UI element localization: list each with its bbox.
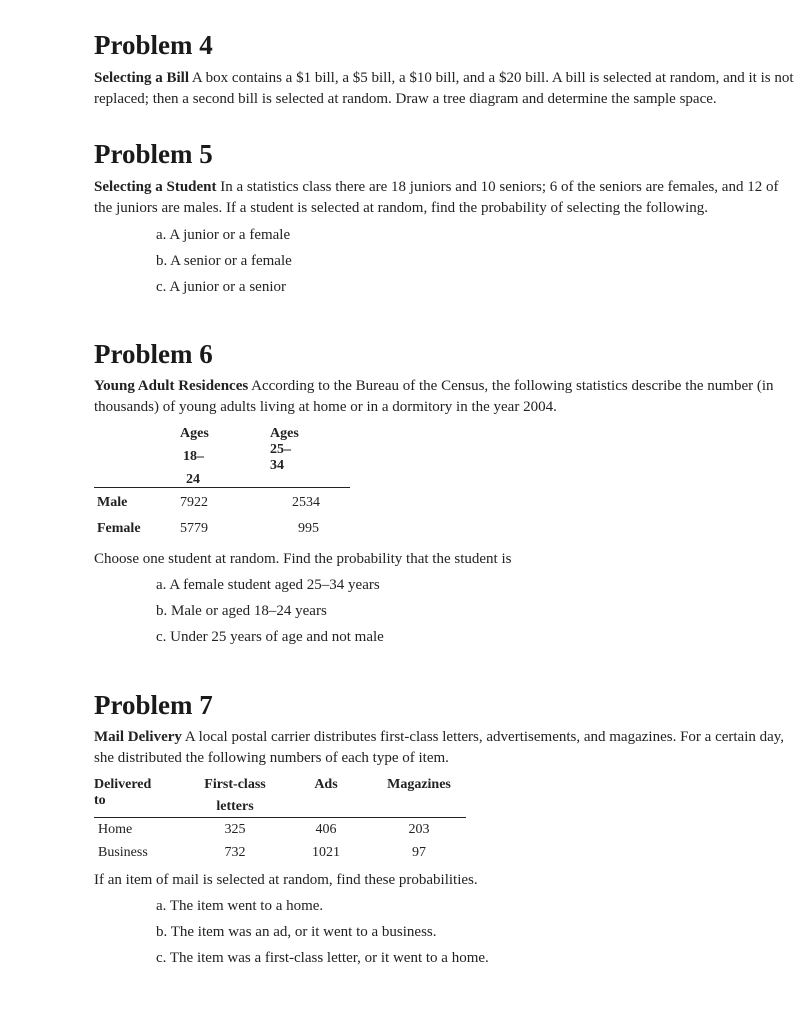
problem-7-option-b: b. The item was an ad, or it went to a business. [156, 924, 437, 940]
problem-6-followup: Choose one student at random. Find the probability that the student is [94, 551, 512, 567]
problem-6-title: Problem 6 [94, 339, 213, 369]
problem-6-option-c: c. Under 25 years of age and not male [156, 629, 384, 645]
table7-home-ads: 406 [315, 822, 337, 837]
table7-header-magazines: Magazines [387, 777, 451, 792]
problem-4-body: A box contains a $1 bill, a $5 bill, a $10 bill, and a $20 bill. A bill is selected at random, and it is not replaced; then a second bill is selected at random. Draw a tree diagram and determine the sample space. [94, 70, 794, 107]
problem-7 [94, 690, 794, 769]
problem-6-body: According to the Bureau of the Census, the following statistics describe the number (in thousands) of young adults living at home or in a dormitory in the year 2004. [94, 378, 774, 415]
problem-7-options [94, 893, 794, 971]
problem-4-text [94, 68, 794, 110]
problem-5-title: Problem 5 [94, 139, 213, 169]
table6-rule [94, 487, 350, 488]
problem-7-lead: Mail Delivery [94, 729, 182, 745]
table6-male-18-24: 7922 [180, 495, 208, 510]
problem-4-lead: Selecting a Bill [94, 70, 189, 86]
table7-home-letters: 325 [224, 822, 246, 837]
problem-7-body: A local postal carrier distributes first-class letters, advertisements, and magazines. For a certain day, she distributed the following numbers of each type of item. [94, 729, 785, 766]
table7-header-ads: Ads [314, 777, 338, 792]
table7-row-business-label: Business [98, 845, 148, 860]
problem-5-text [94, 177, 794, 219]
problem-6-option-b: b. Male or aged 18–24 years [156, 603, 327, 619]
problem-6-option-a: a. A female student aged 25–34 years [156, 577, 380, 593]
problem-6-lead: Young Adult Residences [94, 378, 249, 394]
table6-row-male-label: Male [97, 495, 128, 510]
table7-business-letters: 732 [224, 845, 246, 860]
table6-col-header-18-24-line2: 18– [183, 449, 204, 464]
problem-6-text [94, 376, 794, 418]
table7-home-magazines: 203 [408, 822, 430, 837]
problem-7-questions [94, 870, 794, 971]
problem-7-text [94, 727, 794, 769]
problem-7-followup: If an item of mail is selected at random, find these probabilities. [94, 872, 478, 888]
table6-row-female-label: Female [97, 521, 141, 536]
table7-business-ads: 1021 [312, 845, 340, 860]
problem-5-options [94, 222, 794, 300]
problem-7-option-c: c. The item was a first-class letter, or it went to a home. [156, 950, 489, 966]
problem-7-title: Problem 7 [94, 690, 213, 720]
problem-5-option-c: c. A junior or a senior [156, 279, 286, 295]
problem-5-lead: Selecting a Student [94, 179, 217, 195]
table7-header-first-class-line1: First-class [204, 777, 266, 792]
table7-header-first-class-line2: letters [216, 799, 254, 814]
table6-col-header-18-24-line3: 24 [186, 472, 200, 487]
table7-business-magazines: 97 [412, 845, 426, 860]
table6-female-18-24: 5779 [180, 521, 208, 536]
table6-col-header-25-34: Ages 25–34 [270, 426, 299, 473]
table7-header-delivered-to: Delivered to [94, 777, 152, 808]
problem-7-option-a: a. The item went to a home. [156, 898, 324, 914]
problem-4-title: Problem 4 [94, 30, 213, 60]
problem-6-options [94, 572, 794, 650]
table6-col-header-18-24-line1: Ages [180, 426, 209, 441]
table7-rule [94, 817, 466, 818]
problem-6-questions [94, 549, 794, 650]
table6-female-25-34: 995 [298, 521, 319, 536]
table6-male-25-34: 2534 [292, 495, 320, 510]
problem-5-option-b: b. A senior or a female [156, 253, 292, 269]
problem-6 [94, 339, 794, 418]
problem-4 [94, 30, 794, 110]
problem-5 [94, 139, 794, 300]
table7-row-home-label: Home [98, 822, 133, 837]
problem-5-body: In a statistics class there are 18 juniors and 10 seniors; 6 of the seniors are females, and 12 of the juniors are males. If a student is selected at random, find the probability of selecting the following. [94, 179, 779, 216]
problem-5-option-a: a. A junior or a female [156, 227, 291, 243]
